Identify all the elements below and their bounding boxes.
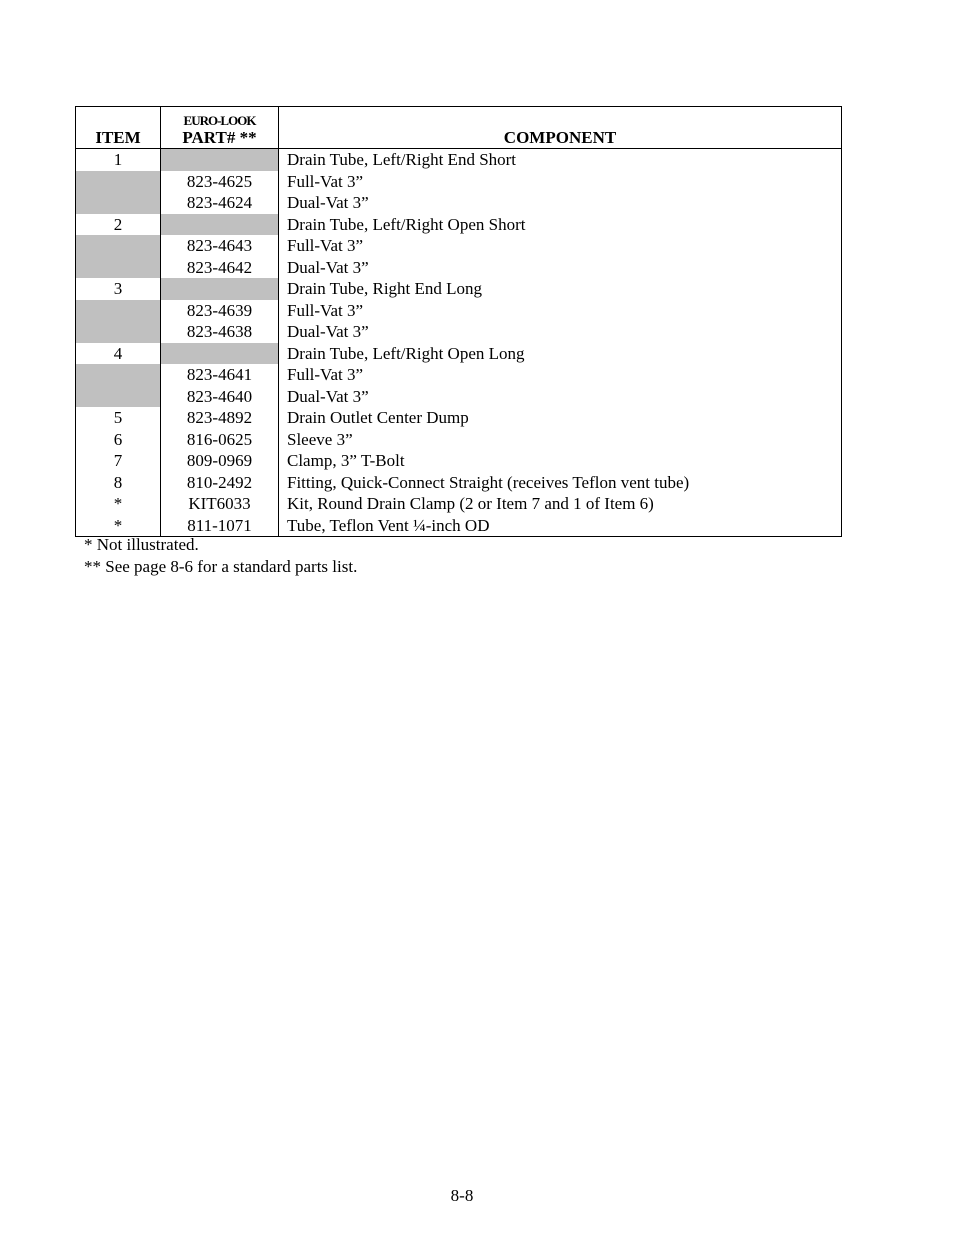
cell-part: 823-4639 <box>161 300 279 322</box>
cell-item: 2 <box>76 214 161 236</box>
header-item: ITEM <box>76 107 161 149</box>
page-number: 8-8 <box>450 1186 474 1205</box>
cell-component: Dual-Vat 3” <box>279 386 842 408</box>
cell-component: Tube, Teflon Vent ¼-inch OD <box>279 515 842 537</box>
cell-item <box>76 300 161 322</box>
cell-component: Drain Tube, Right End Long <box>279 278 842 300</box>
cell-part: KIT6033 <box>161 493 279 515</box>
cell-component: Drain Tube, Left/Right Open Short <box>279 214 842 236</box>
cell-item <box>76 364 161 386</box>
cell-part: 823-4641 <box>161 364 279 386</box>
cell-component: Drain Outlet Center Dump <box>279 407 842 429</box>
cell-component: Sleeve 3” <box>279 429 842 451</box>
header-component: COMPONENT <box>279 107 842 149</box>
table-row <box>76 278 842 300</box>
cell-component: Full-Vat 3” <box>279 235 842 257</box>
table-row <box>76 493 842 515</box>
cell-part: 811-1071 <box>161 515 279 537</box>
table-body <box>76 149 842 537</box>
table-row <box>76 149 842 171</box>
cell-component: Dual-Vat 3” <box>279 192 842 214</box>
footnotes <box>84 534 357 578</box>
table-row <box>76 450 842 472</box>
table-row <box>76 386 842 408</box>
cell-component: Drain Tube, Left/Right Open Long <box>279 343 842 365</box>
cell-item: 8 <box>76 472 161 494</box>
table-row <box>76 364 842 386</box>
table-row <box>76 235 842 257</box>
cell-component: Kit, Round Drain Clamp (2 or Item 7 and 1 of Item 6) <box>279 493 842 515</box>
parts-table <box>75 106 842 537</box>
cell-part <box>161 343 279 365</box>
cell-item: 5 <box>76 407 161 429</box>
table-row <box>76 321 842 343</box>
cell-part <box>161 149 279 171</box>
table-header-row <box>76 107 842 149</box>
cell-component: Full-Vat 3” <box>279 171 842 193</box>
cell-part <box>161 214 279 236</box>
cell-item: 6 <box>76 429 161 451</box>
cell-part: 823-4640 <box>161 386 279 408</box>
footnote-standard-parts: ** See page 8-6 for a standard parts list. <box>84 557 358 576</box>
footnote-not-illustrated: * Not illustrated. <box>84 535 199 554</box>
cell-part: 823-4638 <box>161 321 279 343</box>
table-row <box>76 171 842 193</box>
cell-item <box>76 171 161 193</box>
cell-item: 7 <box>76 450 161 472</box>
header-part: EURO-LOOK PART# ** <box>161 107 279 149</box>
cell-item <box>76 321 161 343</box>
table-row <box>76 192 842 214</box>
cell-component: Dual-Vat 3” <box>279 257 842 279</box>
cell-part: 823-4643 <box>161 235 279 257</box>
cell-part: 809-0969 <box>161 450 279 472</box>
cell-item <box>76 192 161 214</box>
cell-part: 823-4892 <box>161 407 279 429</box>
cell-item: * <box>76 515 161 537</box>
cell-component: Fitting, Quick-Connect Straight (receives Teflon vent tube) <box>279 472 842 494</box>
cell-part: 823-4625 <box>161 171 279 193</box>
cell-item: 3 <box>76 278 161 300</box>
cell-component: Clamp, 3” T-Bolt <box>279 450 842 472</box>
table-row <box>76 472 842 494</box>
cell-component: Dual-Vat 3” <box>279 321 842 343</box>
cell-part: 823-4642 <box>161 257 279 279</box>
cell-part: 823-4624 <box>161 192 279 214</box>
table-row <box>76 257 842 279</box>
cell-item: 1 <box>76 149 161 171</box>
cell-item: 4 <box>76 343 161 365</box>
table-row <box>76 300 842 322</box>
cell-item <box>76 235 161 257</box>
cell-item <box>76 386 161 408</box>
cell-item: * <box>76 493 161 515</box>
cell-part: 810-2492 <box>161 472 279 494</box>
cell-part <box>161 278 279 300</box>
table-row <box>76 214 842 236</box>
cell-part: 816-0625 <box>161 429 279 451</box>
table-row <box>76 429 842 451</box>
cell-component: Full-Vat 3” <box>279 364 842 386</box>
cell-component: Drain Tube, Left/Right End Short <box>279 149 842 171</box>
cell-item <box>76 257 161 279</box>
table-row <box>76 343 842 365</box>
table-row <box>76 407 842 429</box>
brand-euro-look: EURO-LOOK <box>183 113 256 128</box>
cell-component: Full-Vat 3” <box>279 300 842 322</box>
